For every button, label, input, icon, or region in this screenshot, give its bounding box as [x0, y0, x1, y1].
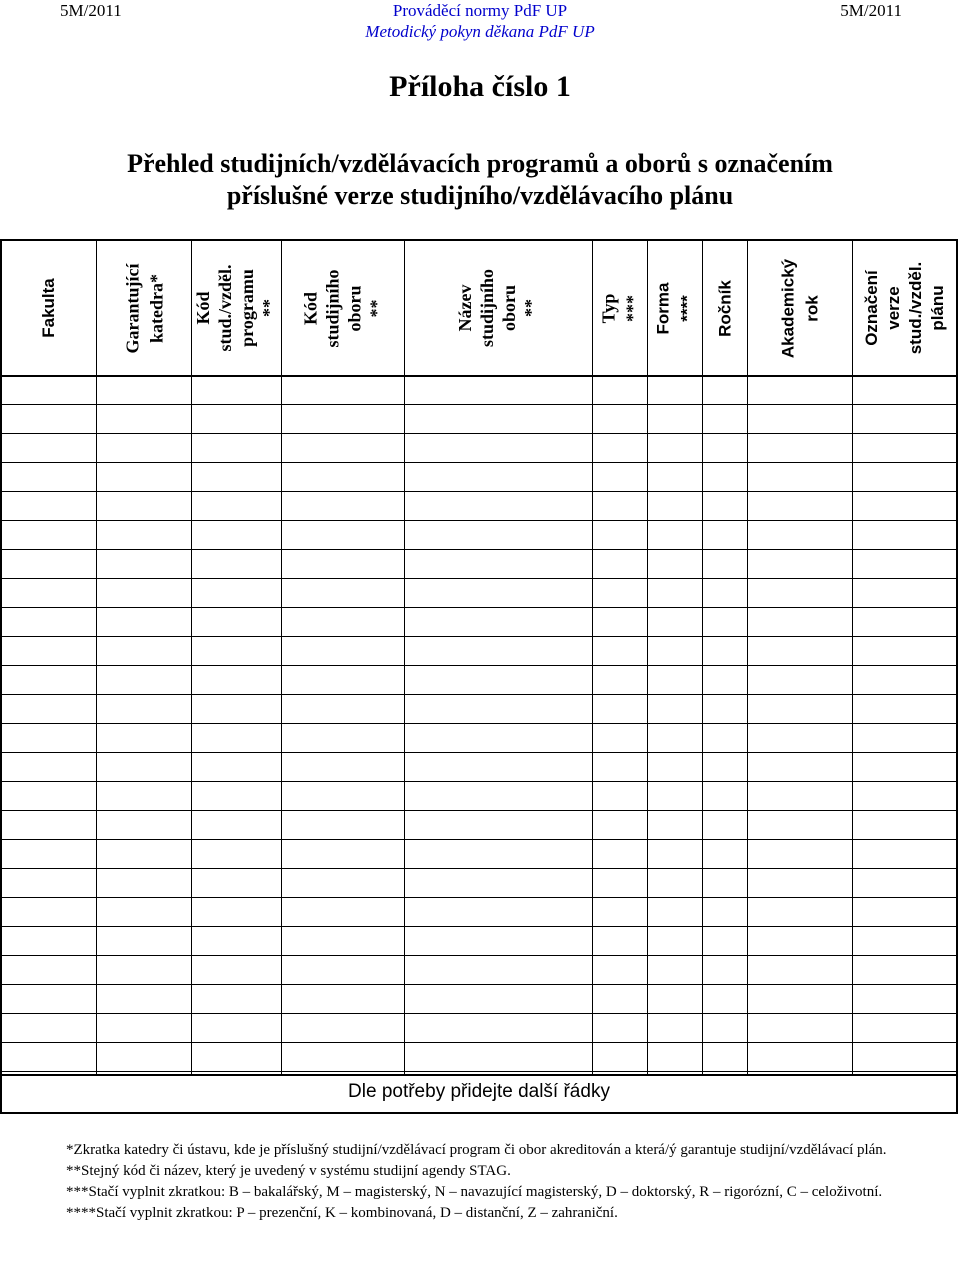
- column-header-line: Forma: [652, 282, 672, 334]
- table-row: [2, 1042, 956, 1043]
- table-row: [2, 781, 956, 782]
- table-row: [2, 897, 956, 898]
- table-row: [2, 607, 956, 608]
- programs-table: [0, 239, 958, 1114]
- column-header: [647, 241, 702, 375]
- footnote: **Stejný kód či název, který je uvedený v systému studijní agendy STAG.: [66, 1163, 511, 1179]
- table-row: [2, 984, 956, 985]
- column-header-line: **: [521, 299, 541, 317]
- column-header: [404, 241, 592, 375]
- column-header-line: Ročník: [714, 279, 734, 337]
- header-doc-number-left: 5M/2011: [60, 1, 122, 20]
- column-header: [191, 241, 281, 375]
- table-row: [2, 1071, 956, 1072]
- column-header-line: Fakulta: [39, 278, 58, 338]
- footnotes: [66, 1140, 902, 1224]
- column-header-line: **: [365, 299, 386, 317]
- column-header-line: studijního: [321, 268, 342, 348]
- column-header: [96, 241, 191, 375]
- column-header-line: studijního: [477, 268, 497, 348]
- table-row: [2, 810, 956, 811]
- table-row: [2, 694, 956, 695]
- column-header-line: Typ: [597, 293, 618, 323]
- table-row: [2, 520, 956, 521]
- table-row: [2, 433, 956, 434]
- column-header-line: Název: [455, 284, 475, 332]
- table-row: [2, 723, 956, 724]
- column-header: [702, 241, 747, 375]
- column-header-line: stud./vzděl.: [906, 261, 925, 355]
- table-row: [2, 549, 956, 550]
- table-row: [2, 1013, 956, 1014]
- column-header: [747, 241, 852, 375]
- column-header: [592, 241, 647, 375]
- table-row: [2, 665, 956, 666]
- column-header-line: Označení: [862, 270, 881, 346]
- column-header-line: plánu: [928, 285, 947, 331]
- column-header: [2, 241, 96, 375]
- table-row: [2, 955, 956, 956]
- column-header-line: katedra*: [145, 273, 166, 343]
- appendix-title: Příloha číslo 1: [389, 70, 571, 103]
- column-header-line: oboru: [499, 285, 519, 332]
- table-row: [2, 636, 956, 637]
- column-header-line: ****: [676, 294, 696, 322]
- column-header-line: rok: [801, 294, 821, 322]
- column-header-line: Kód: [299, 291, 320, 325]
- column-header-line: Akademický: [777, 258, 797, 358]
- page-header: [0, 0, 960, 22]
- column-header-line: ***: [621, 294, 642, 322]
- table-row: [2, 578, 956, 579]
- main-title-line-2: příslušné verze studijního/vzdělávacího plánu: [226, 181, 734, 210]
- main-title-line-1: Přehled studijních/vzdělávacích programů a oborů s označením: [127, 149, 833, 178]
- main-title: [0, 148, 960, 212]
- column-header-line: verze: [884, 286, 903, 330]
- header-title: Prováděcí normy PdF UP: [392, 1, 568, 20]
- table-row: [2, 404, 956, 405]
- table-row: [2, 839, 956, 840]
- table-row: [2, 752, 956, 753]
- table-footer-note: Dle potřeby přidejte další řádky: [348, 1081, 610, 1102]
- table-row: [2, 868, 956, 869]
- column-header-line: programu: [237, 269, 257, 347]
- column-header: [281, 241, 404, 375]
- column-header-line: stud./vzděl.: [215, 264, 235, 352]
- column-header-line: oboru: [343, 285, 364, 332]
- footnote: *Zkratka katedry či ústavu, kde je příslušný studijní/vzdělávací program či obor akreditován a která/ý garantuje studijní/vzdělávací plán.: [66, 1142, 887, 1158]
- header-doc-number-right: 5M/2011: [840, 1, 902, 20]
- footnote: ***Stačí vyplnit zkratkou: B – bakalářský, M – magisterský, N – navazující magisterský, D – doktorský, R – rigorózní, C – celoživotní.: [66, 1184, 883, 1200]
- column-header-line: Kód: [193, 291, 213, 325]
- footnote: ****Stačí vyplnit zkratkou: P – prezenční, K – kombinovaná, D – distanční, Z – zahraniční.: [66, 1205, 618, 1221]
- header-subtitle: Metodický pokyn děkana PdF UP: [365, 22, 595, 41]
- column-header-line: Garantující: [121, 263, 142, 353]
- table-row: [2, 491, 956, 492]
- table-row: [2, 462, 956, 463]
- column-header-line: **: [259, 299, 279, 317]
- table-row: [2, 926, 956, 927]
- column-header: [852, 241, 958, 375]
